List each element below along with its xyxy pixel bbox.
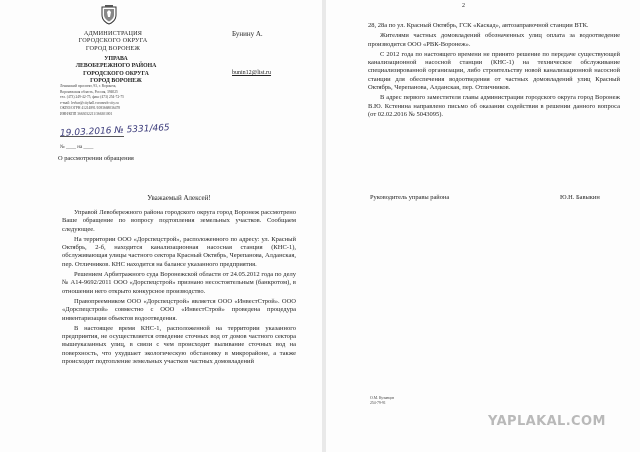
- coat-of-arms-emblem-icon: [98, 4, 120, 26]
- body-paragraph: 28, 28а по ул. Красный Октябрь, ГСК «Каскад», автозаправочной станции ВТК.: [368, 22, 589, 29]
- letter-subject: О рассмотрении обращения: [58, 155, 134, 162]
- body-paragraph: Управой Левобережного района городского округа город Воронеж рассмотрено Ваше обращение по вопросу подтопления земельных участков. Сообщаем следующее.: [62, 209, 296, 233]
- watermark-text: YAPLAKAL.COM: [488, 414, 606, 429]
- department-header: [66, 56, 166, 86]
- executor-name: О.М. Кузнецов: [370, 396, 395, 400]
- dept-header-line: ЛЕВОБЕРЕЖНОГО РАЙОНА: [75, 63, 157, 70]
- address-line: Ленинский проспект, 93, г. Воронеж,: [60, 84, 117, 88]
- handwritten-reference: 19.03.2016 № 5331/465: [59, 123, 170, 139]
- org-header: [58, 30, 168, 52]
- number-line: № ____ на ____: [60, 145, 94, 150]
- address-line: ОКПО/ОГРН 41214891/1083668036478: [60, 106, 121, 111]
- executor-phone: 254-79-91: [370, 401, 386, 405]
- signature-name: Ю.Н. Бавыкин: [560, 194, 600, 201]
- signature-title: Руководитель управы района: [370, 194, 450, 201]
- address-line: Воронежская область, Россия, 394025: [60, 89, 118, 94]
- org-header-line: ГОРОД ВОРОНЕЖ: [85, 44, 141, 52]
- body-paragraph: С 2012 года по настоящего времени не принято решение по передаче существующей канализационной насосной станции (КНС-1) на техническое обслуживание специализированной организации, либо строительству новой канализационной насосной станции для обеспечения водоотведения от частных домовладений улиц Красный Октябрь, Черепанова, Алданская, пер. Отличников.: [368, 50, 620, 92]
- letter-greeting: Уважаемый Алексей!: [147, 194, 211, 202]
- dept-header-line: ГОРОДСКОГО ОКРУГА: [83, 70, 149, 77]
- dept-header-line: ГОРОД ВОРОНЕЖ: [90, 78, 142, 85]
- body-paragraph: Жителями частных домовладений обозначенных улиц оплата за водоотведение производится ООО «РВК-Воронеж».: [368, 32, 620, 48]
- body-paragraph: На территории ООО «Дорспецстрой», расположенного по адресу: ул. Красный Октябрь, 2-б, находится канализационная насосная станция (КНС-1), обслуживающая улицы частного сектора Красный Октябрь, Черепанова, Алданская, пер. Отличников. КНС находится на балансе указанного предприятия.: [62, 235, 296, 268]
- page-number: 2: [462, 3, 465, 9]
- address-line: e-mail: levbar@cityhall.voronezh-city.ru: [60, 100, 119, 105]
- recipient-name: Бунину А.: [232, 30, 263, 38]
- reference-underline: [60, 136, 124, 137]
- org-header-line: ГОРОДСКОГО ОКРУГА: [78, 37, 148, 45]
- body-paragraph: В настоящее время КНС-1, расположенной на территории указанного предприятия, не осуществляется отведение сточных вод от домов частного сектора вышеуказанных улиц, в связи с чем происходит выливание сточных вод на поверхность, что ухудшает экологическую обстановку в микрорайоне, а также происходит подтопление земельных участков частных домовладений: [62, 324, 296, 366]
- body-paragraph: Решением Арбитражного суда Воронежской области от 24.05.2012 года по делу № А14-9692/2011 ООО «Дорспецстрой» признано несостоятельным (банкротом), в отношении него открыто конкурсное производство.: [62, 271, 296, 295]
- letter-body-page-2: [368, 22, 620, 121]
- org-header-line: АДМИНИСТРАЦИЯ: [83, 30, 143, 37]
- sender-address-block: [60, 84, 180, 118]
- recipient-email: bunin12@list.ru: [232, 70, 272, 76]
- body-paragraph: Правопреемником ООО «Дорспецстрой» является ООО «ИнвестСтрой». ООО «Дорспецстрой» совместно с ООО «ИнвестСтрой» проведена процедура инвентаризации объектов водоотведения.: [62, 297, 296, 322]
- address-line: тел. (473) 249-42-75, факс (473) 254-72-75: [60, 95, 124, 100]
- address-line: ИНН/КПП 3663032211/366301001: [60, 111, 113, 116]
- body-paragraph: В адрес первого заместителя главы администрации городского округа город Воронеж В.Ю. Кстенина направлено письмо об оказании содействия в решении данного вопроса (от 02.02.2016 № 5043095).: [368, 94, 620, 118]
- letter-body-page-1: [62, 209, 296, 368]
- executor-info: [370, 396, 394, 406]
- dept-header-line: УПРАВА: [104, 56, 128, 62]
